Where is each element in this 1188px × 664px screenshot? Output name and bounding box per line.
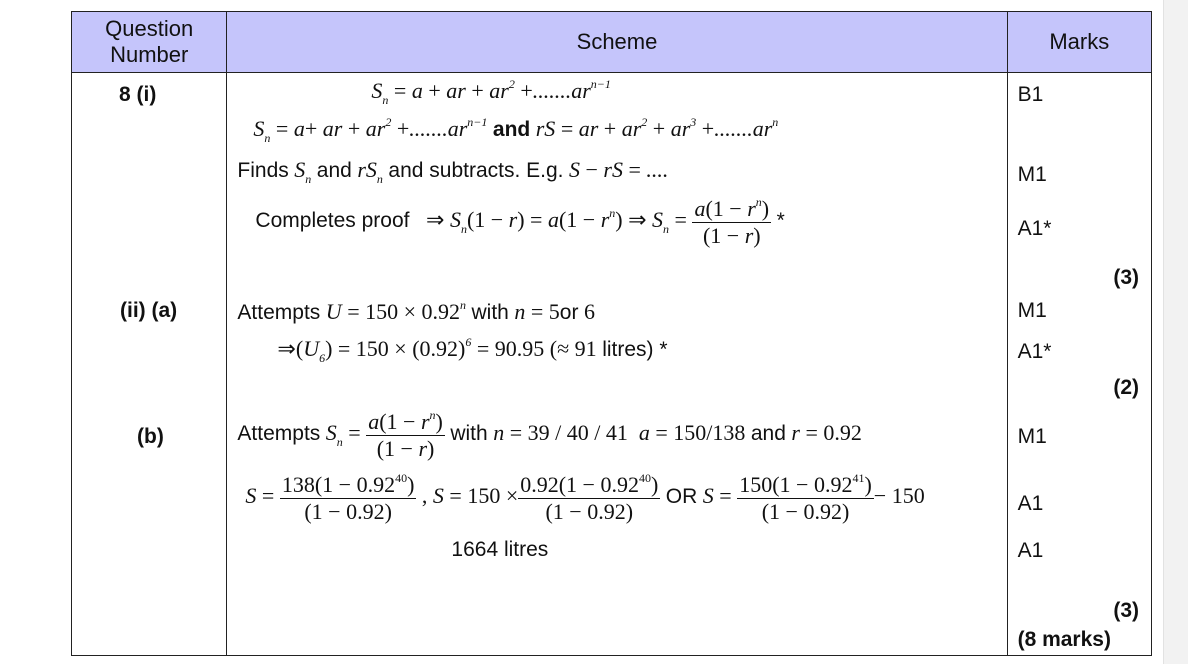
subtotal-3: (3) xyxy=(1113,266,1139,289)
u6-calculation: $\Rightarrow(U_6) = 150 \times (0.92)^6 = 90.95$ (≈ 91 litres) * xyxy=(277,335,668,365)
finds-line: Finds $S_n$ and $rS_n$ and subtracts. E.g. S − rS = .... xyxy=(237,157,669,186)
subtotal-2: (2) xyxy=(1113,376,1139,399)
mark-scheme-table xyxy=(71,11,1152,656)
sum-expressions: S = $\frac{138(1 - 0.92^{40})}{(1 - 0.92)}$ , S = 150 × $\frac{0.92(1 - 0.92^{40})}{(1 - 0.92)}$ OR S = $\frac{150(1 - 0.92^{41})}{(1 - 0.92)}$ − 150 xyxy=(245,471,925,524)
mark-a1-star-ii: A1* xyxy=(1017,340,1052,363)
series-and-rs: $S_n = a+$ ar + $ar^2 +.......ar^{n-1}$ and rS = ar + $ar^2 + ar^3 +.......ar^n$ xyxy=(253,115,779,145)
mark-m1-b: M1 xyxy=(1017,425,1047,448)
scheme-column xyxy=(227,73,1007,656)
mark-m1: M1 xyxy=(1017,163,1047,186)
mark-a1-b: A1 xyxy=(1017,492,1044,515)
scrollbar[interactable] xyxy=(1163,0,1188,664)
series-definition: $S_n = a$ + ar + $ar^2 +.......ar^{n-1}$ xyxy=(371,77,611,107)
final-answer: 1664 litres xyxy=(451,538,549,561)
header-question-number: Question Number xyxy=(72,12,227,73)
question-b-label: (b) xyxy=(137,425,164,448)
question-column xyxy=(72,73,227,656)
subtotal-3b: (3) xyxy=(1113,599,1139,622)
attempts-u-line: Attempts $U = 150 \times 0.92^n$ with n = 5or 6 xyxy=(237,298,595,324)
mark-m1-ii: M1 xyxy=(1017,299,1047,322)
mark-a1-star: A1* xyxy=(1017,217,1052,240)
completes-proof-line: Completes proof ⇒ $S_n(1 - r) = a(1 - r^n)$ ⇒ $S_n$ = $\frac{a(1 - r^n)}{(1 - r)}$ * xyxy=(255,195,785,248)
question-ii-a-label: (ii) (a) xyxy=(120,299,178,322)
mark-b1: B1 xyxy=(1017,83,1044,106)
table-header-row xyxy=(72,12,1152,73)
question-8i-label: 8 (i) xyxy=(119,83,157,106)
table-body-row xyxy=(72,73,1152,656)
attempts-sn-line: Attempts $S_n$ = $\frac{a(1 - r^n)}{(1 - r)}$ with n = 39 / 40 / 41 a = 150/138 and r = 0.92 xyxy=(237,408,862,461)
header-marks: Marks xyxy=(1007,12,1151,73)
mark-a1-b2: A1 xyxy=(1017,539,1044,562)
total-marks: (8 marks) xyxy=(1017,628,1111,651)
header-scheme: Scheme xyxy=(227,12,1007,73)
marks-column xyxy=(1007,73,1151,656)
